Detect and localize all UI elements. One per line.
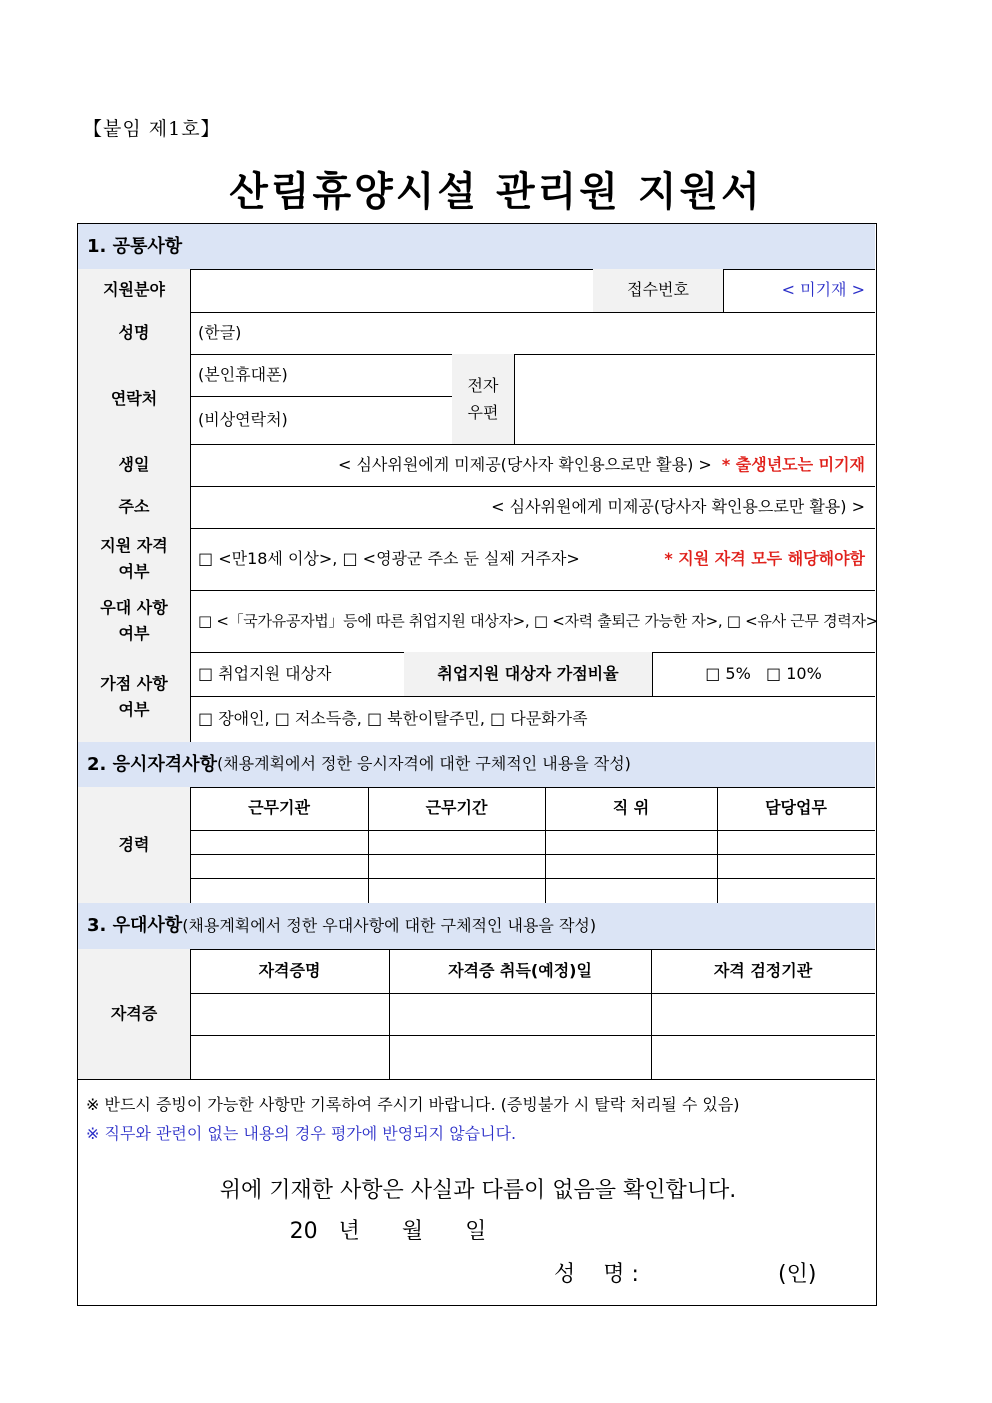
section3-heading-sub: (채용계획에서 정한 우대사항에 대한 구체적인 내용을 작성) <box>182 915 597 935</box>
field-input[interactable] <box>190 269 593 312</box>
preference-checkboxes[interactable]: □ <「국가유공자법」등에 따른 취업지원 대상자>, □ <자력 출퇴근 가능한 자>, □ <유사 근무 경력자> <box>198 611 878 630</box>
birth-note: < 심사위원에게 미제공(당사자 확인용으로만 활용) > <box>337 454 712 474</box>
qualification-warning: * 지원 자격 모두 해당해야함 <box>664 548 865 568</box>
email-input[interactable] <box>514 354 875 444</box>
emergency-contact-input[interactable] <box>190 396 452 444</box>
address-label: 주소 <box>78 486 190 528</box>
bonus-other-options[interactable] <box>190 696 875 742</box>
career-row-1[interactable] <box>190 830 875 854</box>
certificate-row-1[interactable] <box>190 993 875 1035</box>
section3-heading-text: 3. 우대사항 <box>87 915 183 937</box>
receipt-number-label: 접수번호 <box>593 269 723 312</box>
email-label-line1: 전자 <box>467 375 499 395</box>
birth-input[interactable] <box>190 444 875 486</box>
career-row-3[interactable] <box>190 878 875 903</box>
qualification-label <box>78 528 190 590</box>
section2-heading-text: 2. 응시자격사항 <box>87 753 217 775</box>
career-col-position: 직 위 <box>612 798 650 818</box>
mobile-input[interactable] <box>190 354 452 396</box>
career-col-duty: 담당업무 <box>765 798 827 818</box>
section3-heading <box>78 903 875 949</box>
contact-label: 연락처 <box>78 354 190 444</box>
seal-mark: (인) <box>778 1262 817 1287</box>
section1-heading-text: 1. 공통사항 <box>87 235 183 257</box>
section2-heading-sub: (채용계획에서 정한 응시자격에 대한 구체적인 내용을 작성) <box>216 754 631 774</box>
career-label: 경력 <box>78 787 190 903</box>
attachment-label: 【붙임 제1호】 <box>83 118 221 140</box>
certificate-col-issuer: 자격 검정기관 <box>713 960 813 980</box>
career-col-org: 근무기관 <box>248 798 310 818</box>
email-label <box>452 354 514 444</box>
signature-input[interactable] <box>654 1257 774 1287</box>
birth-label: 생일 <box>78 444 190 486</box>
certificate-col-date: 자격증 취득(예정)일 <box>448 960 592 980</box>
bonus-label-line1: 가점 사항 <box>100 674 168 694</box>
bonus-other-checkboxes[interactable]: □ 장애인, □ 저소득층, □ 북한이탈주민, □ 다문화가족 <box>198 708 588 728</box>
name-input[interactable] <box>190 312 875 354</box>
page-title: 산림휴양시설 관리원 지원서 <box>229 169 763 215</box>
qualification-options[interactable] <box>190 528 875 590</box>
date-line: 20 년 월 일 <box>289 1219 487 1244</box>
bonus-label <box>78 652 190 742</box>
field-label: 지원분야 <box>78 269 190 312</box>
bonus-label-line2: 여부 <box>118 700 150 719</box>
address-note: < 심사위원에게 미제공(당사자 확인용으로만 활용) > <box>491 496 865 516</box>
confirmation-statement: 위에 기재한 사항은 사실과 다름이 없음을 확인합니다. <box>219 1178 737 1203</box>
section2-heading <box>78 742 875 787</box>
career-row-2[interactable] <box>190 854 875 878</box>
qualification-label-line2: 여부 <box>118 562 150 581</box>
email-label-line2: 우편 <box>467 403 499 422</box>
evidence-note: ※ 반드시 증빙이 가능한 사항만 기록하여 주시기 바랍니다. (증빙불가 시 탈락 처리될 수 있음) <box>86 1095 740 1114</box>
bonus-rate-options[interactable] <box>652 652 875 696</box>
receipt-number-value: < 미기재 > <box>781 280 865 300</box>
name-label: 성명 <box>78 312 190 354</box>
preference-options[interactable] <box>190 590 878 652</box>
emergency-contact-hint: (비상연락처) <box>198 409 288 429</box>
address-input[interactable] <box>190 486 875 528</box>
qualification-label-line1: 지원 자격 <box>100 536 168 556</box>
signature-label: 성 명 : <box>554 1262 639 1287</box>
career-col-period: 근무기간 <box>425 798 488 818</box>
bonus-rate-label: 취업지원 대상자 가점비율 <box>404 652 652 696</box>
bonus-employment-option[interactable] <box>190 652 404 696</box>
qualification-checkboxes[interactable]: □ <만18세 이상>, □ <영광군 주소 둔 실제 거주자> <box>198 548 580 568</box>
section1-heading <box>78 224 875 269</box>
certificate-col-name: 자격증명 <box>258 960 321 980</box>
relevance-note: ※ 직무와 관련이 없는 내용의 경우 평가에 반영되지 않습니다. <box>86 1124 517 1143</box>
preference-label-line2: 여부 <box>118 624 150 643</box>
mobile-hint: (본인휴대폰) <box>198 364 288 384</box>
preference-label-line1: 우대 사항 <box>100 598 168 618</box>
application-form <box>77 223 877 1306</box>
bonus-rate-checkboxes[interactable]: □ 5% □ 10% <box>705 663 822 683</box>
birth-warning: * 출생년도는 미기재 <box>721 454 865 474</box>
name-hint: (한글) <box>198 322 242 342</box>
certificate-label: 자격증 <box>78 949 190 1079</box>
bonus-employment-checkbox[interactable]: □ 취업지원 대상자 <box>198 663 332 683</box>
preference-label <box>78 590 190 652</box>
certificate-row-2[interactable] <box>190 1035 875 1079</box>
